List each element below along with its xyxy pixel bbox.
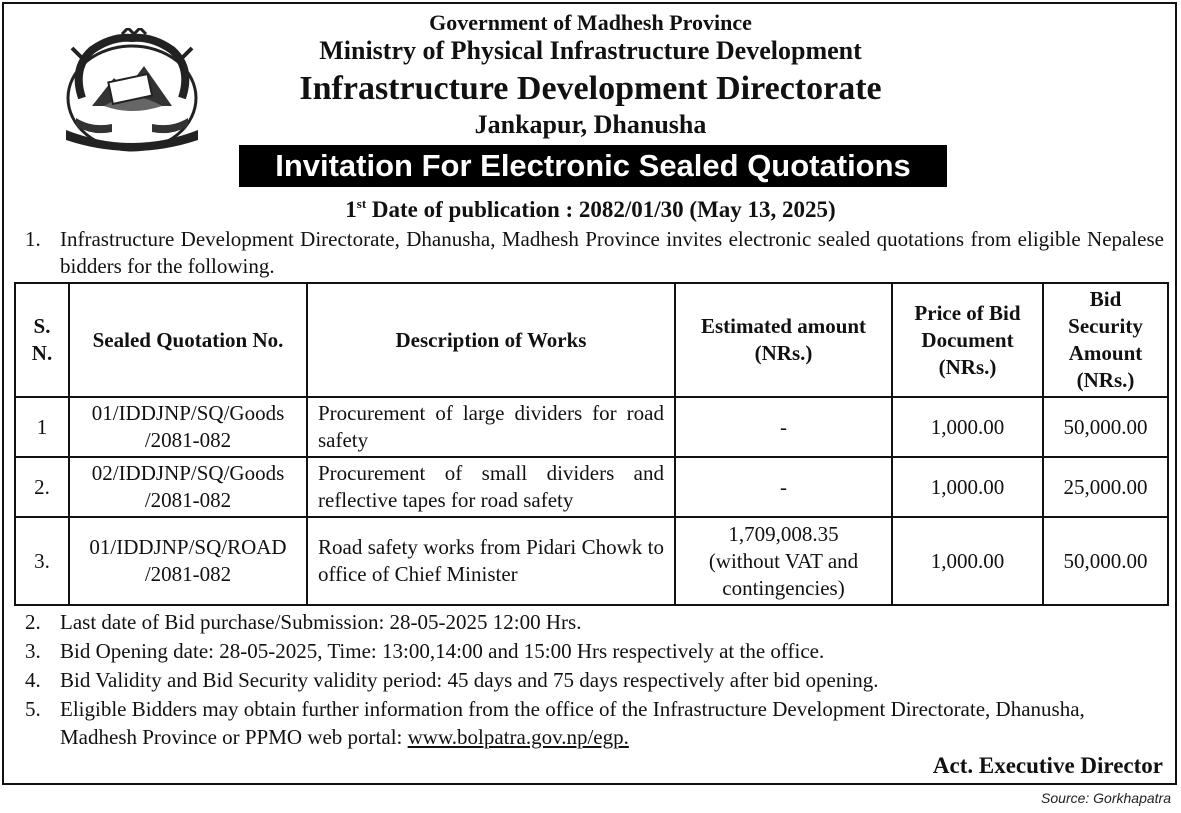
publication-date [0, 196, 1181, 223]
publication-date-text: Date of publication : 2082/01/30 (May 13, 2025) [366, 197, 836, 222]
bid-submission-deadline: Last date of Bid purchase/Submission: 28-05-2025 12:00 Hrs. [60, 610, 582, 634]
cell-bid-security: 25,000.00 [1043, 457, 1168, 517]
item-number: 1. [25, 227, 41, 251]
further-information-line2 [60, 723, 1165, 751]
notice-title-banner: Invitation For Electronic Sealed Quotations [239, 145, 947, 187]
cell-sn: 2. [15, 457, 69, 517]
invitation-paragraph: Infrastructure Development Directorate, Dhanusha, Madhesh Province invites electronic sealed quotations from eligible Nepalese bidders for the following. [60, 227, 1164, 278]
source-credit: Source: Gorkhapatra [1041, 790, 1171, 806]
further-information-text: Madhesh Province or PPMO web portal: [60, 725, 408, 749]
cell-price-bid-document: 1,000.00 [892, 457, 1043, 517]
table-row [15, 397, 1168, 457]
table-header-row [15, 283, 1168, 397]
estimated-line2: (without VAT and [708, 548, 859, 573]
cell-quotation-no [69, 517, 307, 605]
quotation-no-line1: 01/IDDJNP/SQ/Goods [91, 401, 285, 425]
ppmo-portal-link[interactable]: www.bolpatra.gov.np/egp. [407, 725, 629, 749]
cell-price-bid-document: 1,000.00 [892, 397, 1043, 457]
cell-description: Procurement of large dividers for road safety [307, 397, 675, 457]
cell-estimated-amount [675, 457, 892, 517]
cell-quotation-no [69, 397, 307, 457]
ministry-name: Ministry of Physical Infrastructure Development [319, 36, 862, 65]
bid-opening-date: Bid Opening date: 28-05-2025, Time: 13:00,14:00 and 15:00 Hrs respectively at the office. [60, 639, 825, 663]
estimated-line1: - [780, 414, 787, 439]
header-estimated-amount: Estimated amount (NRs.) [675, 283, 892, 397]
signatory-title: Act. Executive Director [932, 753, 1163, 778]
item-number: 2. [25, 610, 41, 634]
bid-validity-period: Bid Validity and Bid Security validity period: 45 days and 75 days respectively after bid opening. [60, 668, 879, 692]
quotation-no-line2: /2081-082 [144, 428, 232, 452]
quotation-table [14, 282, 1169, 606]
table-row [15, 457, 1168, 517]
further-information: Eligible Bidders may obtain further information from the office of the Infrastructure Development Directorate, Dhanusha, [60, 697, 1085, 721]
cell-bid-security: 50,000.00 [1043, 517, 1168, 605]
cell-quotation-no [69, 457, 307, 517]
item-number: 3. [25, 639, 41, 663]
estimated-line3: contingencies) [722, 575, 845, 600]
government-name: Government of Madhesh Province [429, 10, 752, 35]
publication-ordinal: 1 [345, 197, 357, 222]
publication-ordinal-suffix: st [356, 196, 367, 211]
cell-sn: 1 [15, 397, 69, 457]
directorate-name: Infrastructure Development Directorate [299, 70, 882, 107]
item-number: 4. [25, 668, 41, 692]
quotation-no-line1: 02/IDDJNP/SQ/Goods [91, 461, 285, 485]
cell-estimated-amount [675, 517, 892, 605]
header-price-bid-document: Price of Bid Document (NRs.) [892, 283, 1043, 397]
office-location: Jankapur, Dhanusha [474, 110, 707, 139]
header-description: Description of Works [307, 283, 675, 397]
cell-estimated-amount [675, 397, 892, 457]
header-bid-security: Bid Security Amount (NRs.) [1043, 283, 1168, 397]
cell-description: Road safety works from Pidari Chowk to office of Chief Minister [307, 517, 675, 605]
header-quotation-no: Sealed Quotation No. [69, 283, 307, 397]
header-sn: S. N. [15, 283, 69, 397]
cell-bid-security: 50,000.00 [1043, 397, 1168, 457]
table-row [15, 517, 1168, 605]
cell-price-bid-document: 1,000.00 [892, 517, 1043, 605]
estimated-line1: 1,709,008.35 [728, 521, 839, 546]
quotation-no-line2: /2081-082 [144, 562, 232, 586]
item-number: 5. [25, 697, 41, 721]
cell-sn: 3. [15, 517, 69, 605]
cell-description: Procurement of small dividers and reflective tapes for road safety [307, 457, 675, 517]
estimated-line1: - [780, 474, 787, 499]
quotation-no-line2: /2081-082 [144, 488, 232, 512]
quotation-no-line1: 01/IDDJNP/SQ/ROAD [89, 535, 287, 559]
